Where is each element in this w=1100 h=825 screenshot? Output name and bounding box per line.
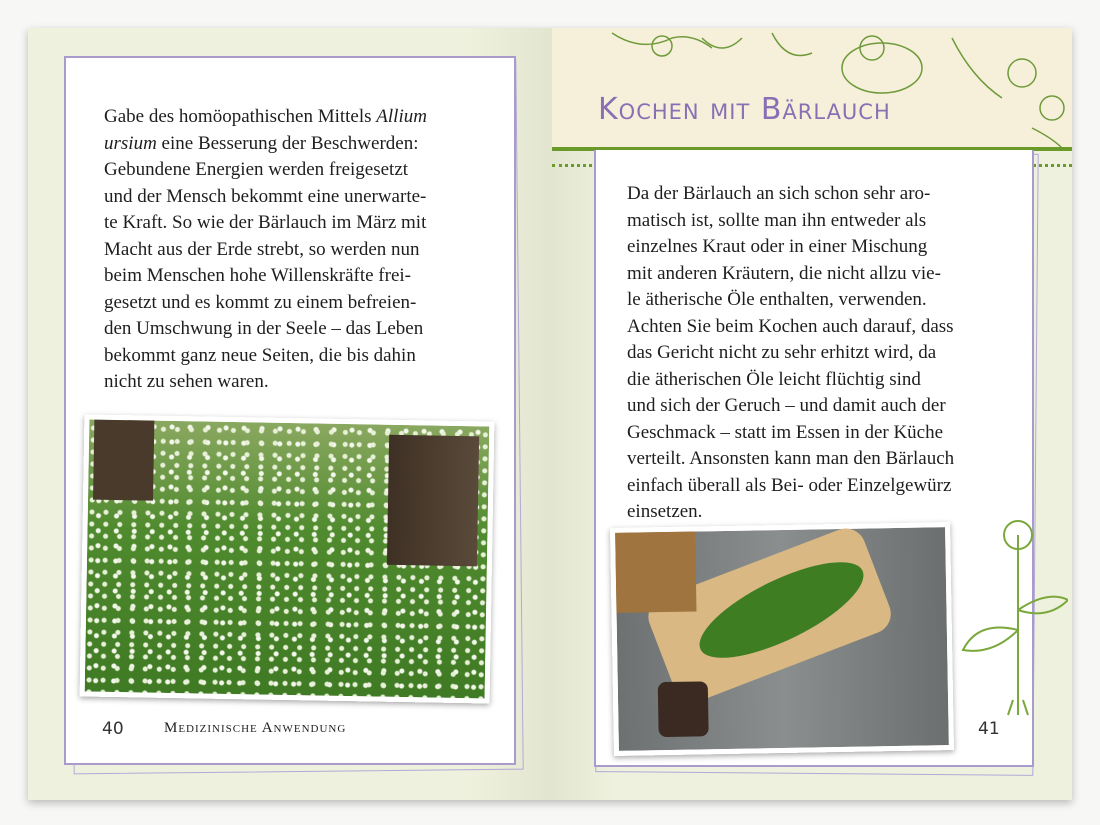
- page-number-right: 41: [978, 719, 1000, 739]
- left-body-text: Gabe des homöopathischen Mittels Allium ursium eine Besserung der Beschwerden: Gebundene Energien werden freigesetzt und der Mensch bekommt eine unerwarte- te Kraft. So wie der Bärlauch im März mit Macht aus der Erde strebt, so werden nun beim Menschen hohe Willenskräfte frei- gesetzt und es kommt zu einem befreien- den Umschwung in der Seele – das Leben bekommt ganz neue Seiten, die bis dahin nicht zu sehen waren.: [104, 106, 427, 392]
- right-body-text: Da der Bärlauch an sich schon sehr aro- matisch ist, sollte man ihn entweder als einzelnes Kraut oder in einer Mischung mit anderen Kräutern, die nicht allzu vie- le ätherische Öle enthalten, verwenden. Achten Sie beim Kochen auch darauf, dass das Gericht nicht zu sehr erhitzt wird, da die ätherischen Öle leicht flüchtig sind und sich der Geruch – und damit auch der Geschmack – statt im Essen in der Küche verteilt. Ansonsten kann man den Bärlauch einfach überall als Bei- oder Einzelgewürz einsetzen.: [627, 183, 955, 522]
- running-head: Medizinische Anwendung: [164, 720, 347, 736]
- wild-garlic-plant-illustration-icon: [958, 520, 1068, 720]
- herb-illustration-icon: [552, 28, 1072, 150]
- header-band: [552, 28, 1072, 150]
- wild-garlic-cutting-board-photo: [610, 522, 954, 756]
- page-title: Kochen mit Bärlauch: [598, 92, 891, 127]
- page-number-left: 40: [102, 719, 124, 739]
- wild-garlic-forest-photo: [80, 414, 495, 703]
